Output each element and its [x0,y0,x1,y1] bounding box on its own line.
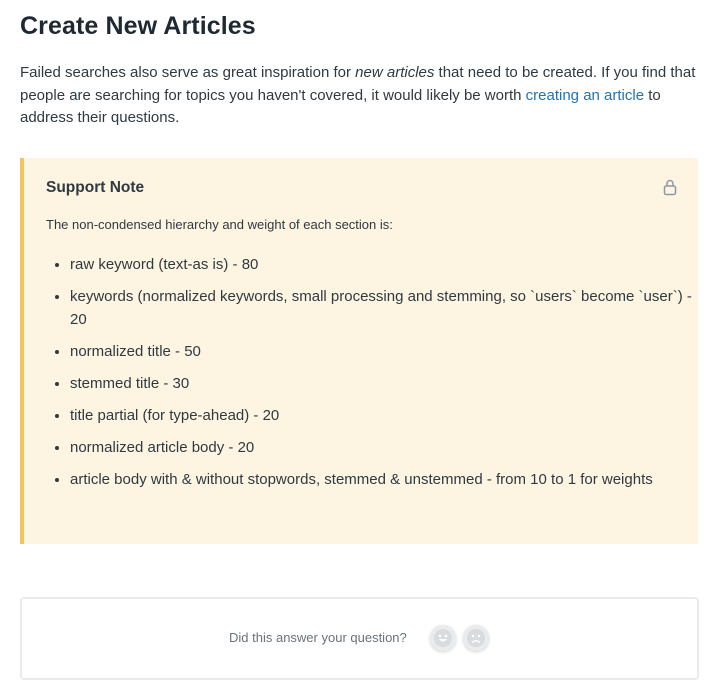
intro-text-2: that need to be created. If you find that people are searching for topics you haven't covered, it would likely be worth [20,64,696,104]
support-note-title: Support Note [46,179,145,196]
list-item: • normalized title - 50 [70,341,700,364]
intro-emphasis: new articles [355,64,435,81]
happy-face-icon[interactable] [430,625,456,651]
feedback-box [20,597,699,680]
creating-article-link[interactable]: creating an article [525,86,645,104]
intro-text-3: to address their questions. [20,86,661,126]
list-item: • stemmed title - 30 [70,373,700,396]
support-note-description: The non-condensed hierarchy and weight of each section is: [46,217,393,232]
feedback-question: Did this answer your question? [229,630,407,645]
intro-text-1: Failed searches also serve as great inspiration for [20,64,356,81]
list-item: • title partial (for type-ahead) - 20 [70,405,700,428]
weights-list [46,254,700,501]
support-note-callout [20,158,698,544]
section-heading: Create New Articles [20,12,256,40]
list-item: • keywords (normalized keywords, small processing and stemming, so `users` become `user`) - 20 [70,286,700,331]
intro-paragraph [20,62,700,130]
list-item: • normalized article body - 20 [70,437,700,460]
sad-face-icon[interactable] [463,625,489,651]
lock-icon[interactable] [662,178,678,196]
list-item: • raw keyword (text-as is) - 80 [70,254,700,277]
list-item: • article body with & without stopwords, stemmed & unstemmed - from 10 to 1 for weights [70,469,700,492]
